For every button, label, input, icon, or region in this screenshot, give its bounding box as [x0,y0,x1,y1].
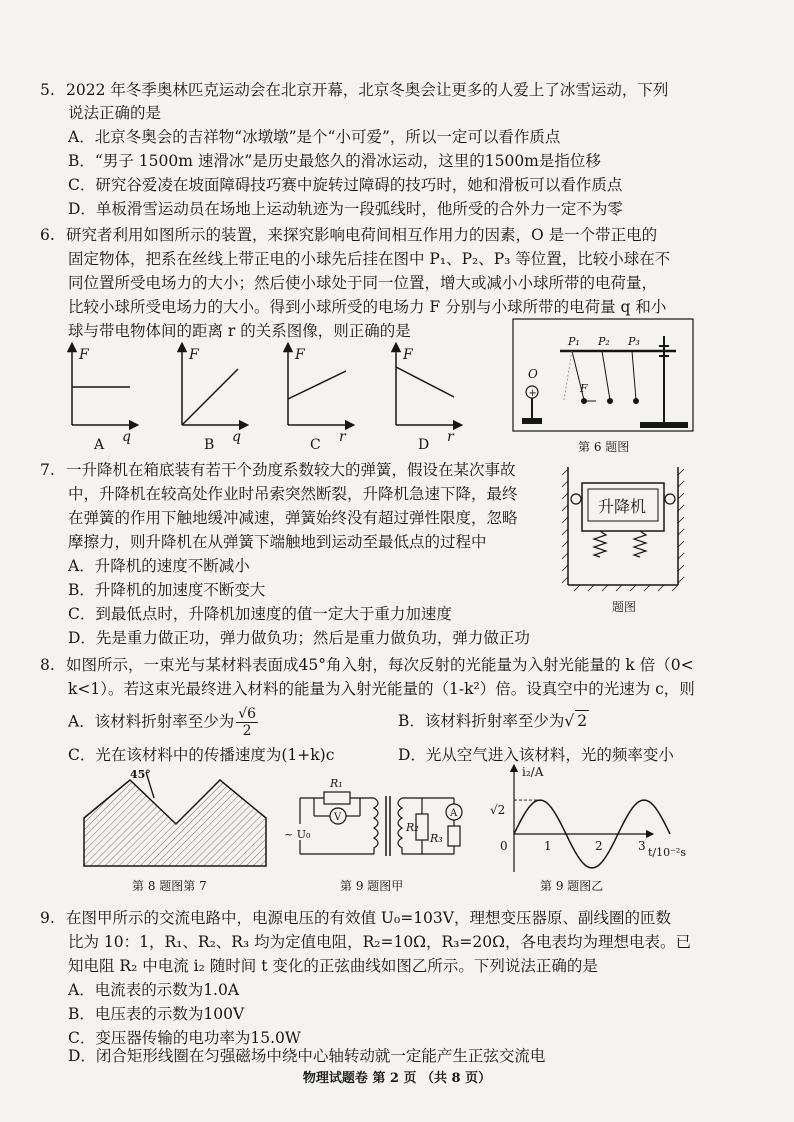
q9-stem-line3: 知电阻 R₂ 中电流 i₂ 随时间 t 变化的正弦曲线如图乙所示。下列说法正确的是 [68,957,598,975]
q7-elevator-figure [560,465,692,620]
graph-d-label: D [418,437,430,453]
q6-stem-line2: 固定物体，把系在丝线上带正电的小球先后挂在图中 P₁、P₂、P₃ 等位置，比较小球在不 [68,250,671,268]
svg-text:+: + [528,388,537,399]
graph-b-xlabel: q [232,429,241,445]
q6-stem-line1: 6. 研究者利用如图所示的装置，来探究影响电荷间相互作用力的因素，O 是一个带正电的 [40,226,658,244]
graph-a-label: A [94,437,105,453]
wave-xlabel: t/10⁻²s [648,846,686,859]
ammeter-label: A [450,808,458,819]
wave-tick-2: 2 [595,839,603,853]
q9-circuit-caption: 第 9 题图甲 [340,879,404,893]
wave-tick-3: 3 [638,839,646,853]
q5-option-b: B．“男子 1500m 速滑冰”是历史最悠久的滑冰运动，这里的1500m是指位移 [68,152,601,170]
q7-option-b: B．升降机的加速度不断变大 [68,581,266,599]
q9-option-a: A．电流表的示数为1.0A [68,981,240,999]
graph-d-ylabel: F [403,347,413,363]
page-footer: 物理试题卷 第 2 页 （共 8 页） [302,1071,492,1086]
material-body [84,780,266,866]
graph-b-line [182,369,238,425]
spring-left [594,531,606,557]
graph-b-ylabel: F [189,347,199,363]
wave-tick-1: 1 [544,839,552,853]
q8-fig-caption: 第 8 题图第 7 [132,879,207,893]
q8-stem-line2: k<1）。若这束光最终进入材料的能量为入射光能量的（1-k²）倍。设真空中的光速为 c，则 [68,680,695,698]
spring-right [634,531,646,557]
wave-origin-label: 0 [500,839,508,853]
q5-option-d: D．单板滑雪运动员在场地上运动轨迹为一段弧线时，他所受的合外力一定不为零 [68,200,623,218]
q7-stem-line1: 7. 一升降机在箱底装有若干个劲度系数较大的弹簧，假设在某次事故 [40,461,516,479]
resistor-r1 [324,792,350,804]
q7-stem-line3: 在弹簧的作用下触地缓冲减速，弹簧始终没有超过弹性限度，忽略 [68,509,518,527]
q8-option-b: B．该材料折射率至少为√ 2 [398,712,588,730]
label-r2: R₂ [406,821,419,834]
label-p2: P₂ [598,335,610,348]
q8-material-figure [80,770,270,895]
graph-a-ylabel: F [79,347,89,363]
label-p1: P₁ [568,335,580,348]
q6-graphs [62,345,512,455]
q7-option-a: A．升降机的速度不断减小 [68,557,250,575]
q6-stem-line4: 比较小球所受电场力的大小。得到小球所受的电场力 F 分别与小球所带的电荷量 q 和小 [68,298,667,316]
q7-stem-line4: 摩擦力，则升降机在从弹簧下端触地到运动至最低点的过程中 [68,533,487,551]
q5-stem-line2: 说法正确的是 [68,104,162,122]
primary-coil [374,798,378,854]
graph-d-xlabel: r [447,429,454,445]
graph-c-line [288,371,346,399]
q7-stem-line2: 中，升降机在较高处作业时吊索突然断裂，升降机急速下降，最终 [68,485,518,503]
q7-fig-caption: 题图 [612,600,637,614]
voltmeter-label: V [334,812,342,823]
wave-ylabel: i₂/A [522,765,544,779]
resistor-r3 [448,826,460,846]
q6-stem-line3: 同位置所受电场力的大小；然后使小球处于同一位置，增大或减小小球所带的电荷量， [68,274,658,292]
wave-peak-label: √2 [490,803,506,817]
q5-stem-line1: 5. 2022 年冬季奥林匹克运动会在北京开幕，北京冬奥会让更多的人爱上了冰雪运动，下列 [40,81,669,99]
q7-option-c: C．到最低点时，升降机加速度的值一定大于重力加速度 [68,605,452,623]
q9-wave-caption: 第 9 题图乙 [540,879,604,893]
graph-c-label: C [310,437,321,453]
q6-fig-caption: 第 6 题图 [578,440,630,454]
q6-stem-line5: 球与带电物体间的距离 r 的关系图像，则正确的是 [68,322,411,340]
q9-option-c: C．变压器传输的电功率为15.0W [68,1029,301,1047]
secondary-coil [398,798,402,854]
graph-a-xlabel: q [122,429,131,445]
q9-stem-line1: 9. 在图甲所示的交流电路中，电源电压的有效值 U₀=103V，理想变压器原、副线圈的匝数 [40,909,671,927]
label-r1: R₁ [330,777,343,790]
q9-stem-line2: 比为 10：1，R₁、R₂、R₃ 均为定值电阻，R₂=10Ω，R₃=20Ω，各电表均为理想电表。已 [68,933,691,951]
graph-b-label: B [204,437,215,453]
q9-option-d: D．闭合矩形线圈在匀强磁场中绕中心轴转动就一定能产生正弦交流电 [68,1047,546,1065]
label-u0: ~ U₀ [284,828,311,841]
q8-option-c: C．光在该材料中的传播速度为(1+k)c [68,746,335,764]
q9-option-b: B．电压表的示数为100V [68,1005,245,1023]
q5-option-a: A．北京冬奥会的吉祥物“冰墩墩”是个“小可爱”，所以一定可以看作质点 [68,128,561,146]
q7-option-d: D．先是重力做正功，弹力做负功；然后是重力做负功，弹力做正功 [68,629,530,647]
q8-stem-line1: 8. 如图所示，一束光与某材料表面成45°角入射，每次反射的光能量为入射光能量的 k 倍（0< [40,656,694,674]
graph-c-ylabel: F [295,347,305,363]
graph-c [288,347,350,453]
q9-wave-chart [482,762,692,895]
q5-option-c: C．研究谷爱凌在坡面障碍技巧赛中旋转过障碍的技巧时，她和滑板可以看作质点 [68,176,623,194]
angle-label: 45° [130,768,151,781]
ball-3 [633,398,639,404]
label-p3: P₃ [628,335,640,348]
graph-a [72,347,134,453]
label-f: F [580,382,588,395]
graph-d-line [396,367,454,397]
graph-c-xlabel: r [339,429,346,445]
label-o: O [528,367,538,381]
q8-option-d: D．光从空气进入该材料，光的频率变小 [398,746,674,764]
label-r3: R₃ [430,832,443,845]
q9-circuit-figure [284,770,470,895]
ball-2 [607,398,613,404]
q6-apparatus-figure [512,318,694,458]
graph-b [182,347,244,453]
q8-option-a: A．该材料折射率至少为 $\frac{√6}{2}$ [68,706,257,739]
graph-d [396,347,458,453]
elevator-label: 升降机 [598,497,647,516]
